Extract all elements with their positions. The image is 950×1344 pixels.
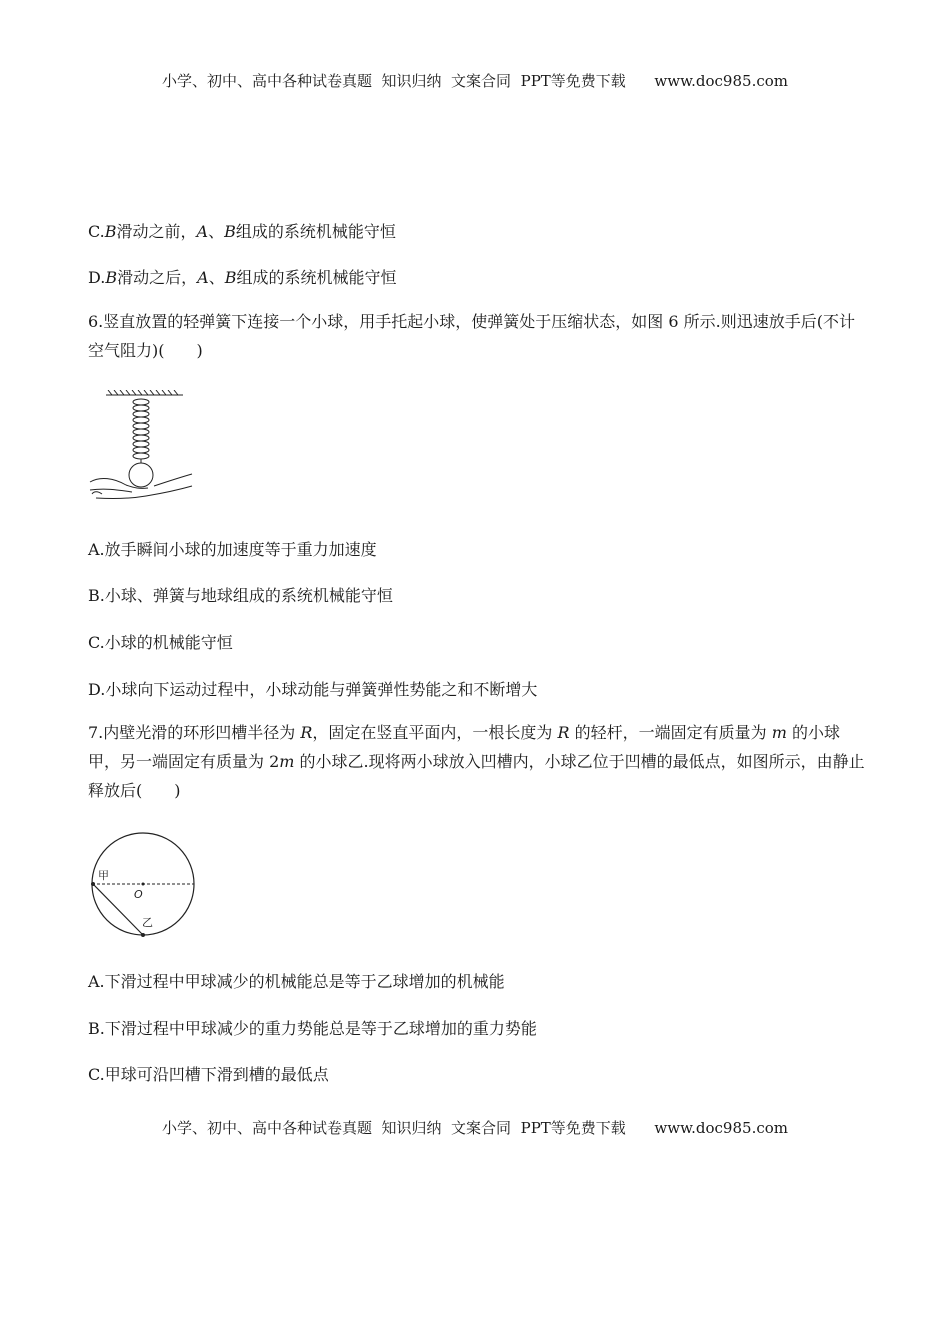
- label-yi: 乙: [142, 916, 153, 929]
- q6-stem: 6.竖直放置的轻弹簧下连接一个小球，用手托起小球，使弹簧处于压缩状态，如图 6 所示.则迅速放手后(不计空气阻力)( ): [88, 312, 855, 360]
- ceiling-hatch: [108, 390, 178, 395]
- q6-option-d: D.小球向下运动过程中，小球动能与弹簧弹性势能之和不断增大: [88, 680, 538, 699]
- page-footer: 小学、初中、高中各种试卷真题 知识归纳 文案合同 PPT等免费下载 www.doc985.com: [161, 1119, 788, 1137]
- q5-option-c: C.B滑动之前，A、B组成的系统机械能守恒: [88, 222, 396, 241]
- q7-option-a: A.下滑过程中甲球减少的机械能总是等于乙球增加的机械能: [88, 972, 505, 991]
- ball-jia: [91, 882, 95, 886]
- page-header: 小学、初中、高中各种试卷真题 知识归纳 文案合同 PPT等免费下载 www.doc985.com: [161, 72, 788, 90]
- label-o: O: [134, 888, 143, 901]
- q6-option-a: A.放手瞬间小球的加速度等于重力加速度: [88, 540, 377, 559]
- q7-option-b: B.下滑过程中甲球减少的重力势能总是等于乙球增加的重力势能: [88, 1019, 537, 1038]
- spring-hand-figure: [88, 390, 208, 508]
- ball-yi: [141, 933, 145, 937]
- center-point: [142, 883, 145, 886]
- ball: [129, 463, 153, 487]
- groove-figure: [86, 828, 202, 942]
- q5-option-d: D.B滑动之后，A、B组成的系统机械能守恒: [88, 268, 397, 287]
- q6-option-b: B.小球、弹簧与地球组成的系统机械能守恒: [88, 586, 393, 605]
- q6-option-c: C.小球的机械能守恒: [88, 633, 233, 652]
- label-jia: 甲: [98, 869, 109, 882]
- q7-option-c: C.甲球可沿凹槽下滑到槽的最低点: [88, 1065, 329, 1084]
- q7-stem: 7.内壁光滑的环形凹槽半径为 R，固定在竖直平面内，一根长度为 R 的轻杆，一端固定有质量为 m 的小球甲，另一端固定有质量为 2m 的小球乙.现将两小球放入凹槽内，小球乙位于凹槽的最低点，如图所示，由静止释放后( ): [88, 723, 865, 800]
- spring-coils: [133, 399, 149, 463]
